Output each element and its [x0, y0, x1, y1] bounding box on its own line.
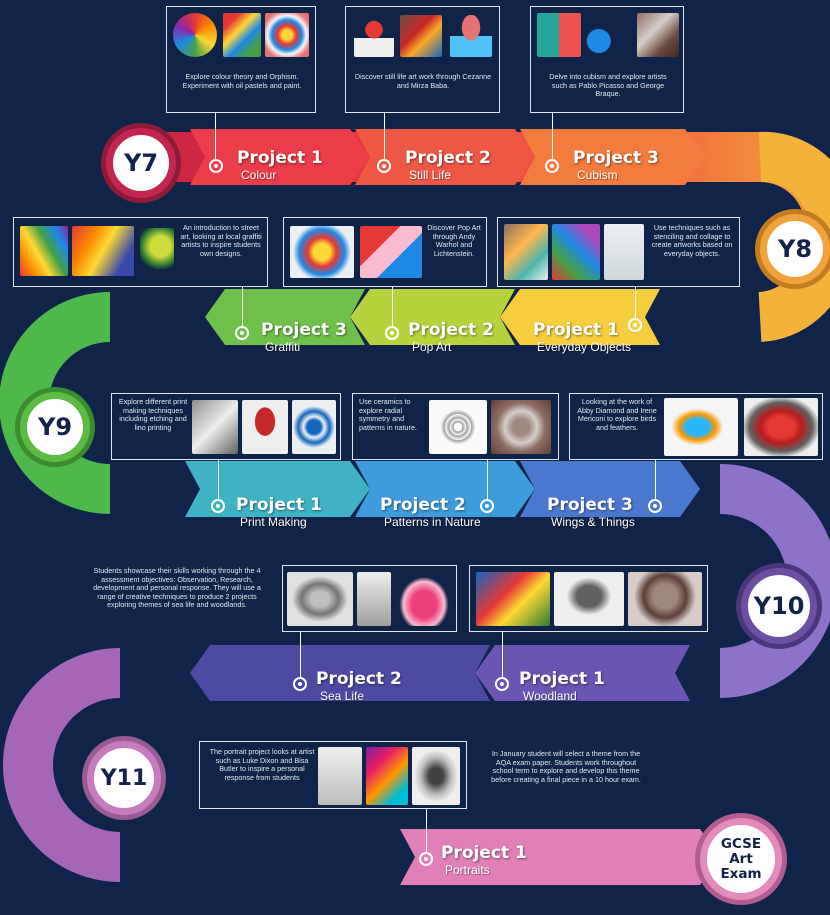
connector-line — [635, 287, 636, 318]
badge-y11: Y11 — [87, 741, 161, 815]
tentacle-drawing-image — [357, 572, 391, 626]
connector-line — [392, 287, 393, 328]
project-title: Project 2 — [408, 320, 494, 340]
facial-features-drawing-image — [318, 747, 362, 805]
sea-creature-drawing-image — [287, 572, 353, 626]
colourful-portrait-image — [366, 747, 408, 805]
project-title: Project 1 — [237, 148, 323, 168]
project-title: Project 2 — [405, 148, 491, 168]
project-title: Project 1 — [236, 495, 322, 515]
card-colour — [166, 6, 316, 113]
project-patterns-label — [380, 496, 481, 529]
description-cubism: Delve into cubism and explore artists such as Pablo Picasso and George Braque. — [549, 72, 667, 99]
marker-dot — [419, 852, 433, 866]
description-wings: Looking at the work of Abby Diamond and Irene Mericoni to explore birds and feathers. — [577, 397, 657, 432]
project-subtitle: Graffiti — [265, 340, 301, 354]
badge-y9: Y9 — [20, 392, 90, 462]
coral-print-image — [395, 572, 453, 626]
project-portraits-label — [441, 844, 527, 877]
project-graffiti-label — [261, 321, 347, 354]
collage-image — [552, 224, 600, 280]
project-title: Project 2 — [316, 669, 402, 689]
marker-dot — [209, 159, 223, 173]
project-subtitle: Portraits — [445, 863, 490, 877]
project-title: Project 1 — [441, 843, 527, 863]
connector-line — [384, 112, 385, 159]
project-pop-art-label — [408, 321, 494, 354]
colour-wheel-image — [173, 13, 217, 57]
spray-colours-image — [20, 226, 68, 276]
project-subtitle: Pop Art — [412, 340, 452, 354]
cupcake-image — [450, 15, 492, 57]
connector-line — [426, 809, 427, 853]
mandala-drawing-image — [429, 400, 487, 454]
project-wings-label — [547, 496, 635, 529]
project-still-life-label — [405, 149, 491, 182]
project-title: Project 3 — [547, 495, 633, 515]
project-subtitle: Print Making — [240, 515, 307, 529]
lino-print-image — [292, 400, 336, 454]
badge-y7: Y7 — [106, 128, 176, 198]
marker-dot — [211, 499, 225, 513]
description-patterns: Use ceramics to explore radial symmetry and patterns in nature. — [359, 397, 417, 432]
card-still-life — [345, 6, 500, 113]
exam-description: In January student will select a theme from the AQA exam paper. Students work throughout school term to explore and develop this theme before creating a final piece in a 10 hour exam. — [491, 749, 641, 784]
picasso-portrait-image — [637, 13, 679, 57]
card-sea-life — [282, 565, 457, 632]
marker-dot — [495, 677, 509, 691]
kingfisher-image — [664, 398, 738, 456]
bird-collage-image — [476, 572, 550, 626]
card-graffiti — [13, 217, 268, 287]
marker-dot — [293, 677, 307, 691]
pop-art-burst-image — [290, 226, 354, 278]
y10-description: Students showcase their skills working through the 4 assessment objectives: Observation, Research, development and personal response. They will use a range of creative techniques to produce 2 projects exploring themes of sea life and woodlands. — [93, 566, 261, 610]
description-pop-art: Discover Pop Art through Andy Warhol and Lichtenstein. — [427, 223, 481, 258]
connector-line — [487, 460, 488, 500]
card-pop-art — [283, 217, 487, 287]
connector-line — [242, 287, 243, 328]
project-cubism-label — [573, 149, 659, 182]
connector-line — [552, 112, 553, 159]
project-subtitle: Colour — [241, 168, 277, 182]
owl-print-image — [628, 572, 702, 626]
description-graffiti: An introduction to street art, looking at local graffiti artists to inspire students own designs. — [180, 223, 262, 258]
project-sea-life-label — [316, 670, 402, 703]
connector-line — [215, 112, 216, 159]
project-subtitle: Cubism — [577, 168, 618, 182]
graffiti-lettering-image — [72, 226, 134, 276]
etching-image — [192, 400, 238, 454]
card-everyday-objects — [497, 217, 740, 287]
connector-line — [300, 632, 301, 678]
card-woodland — [469, 565, 708, 632]
project-colour-label — [237, 149, 323, 182]
card-wings-and-things — [569, 393, 823, 460]
marker-dot — [648, 499, 662, 513]
marker-dot — [545, 159, 559, 173]
connector-line — [655, 460, 656, 500]
marker-dot — [480, 499, 494, 513]
marker-dot — [385, 326, 399, 340]
card-patterns-in-nature — [352, 393, 559, 460]
project-subtitle: Sea Life — [320, 689, 365, 703]
description-portraits: The portrait project looks at artist such as Luke Dixon and Bisa Butler to inspire a personal response from students — [209, 747, 315, 782]
project-title: Project 3 — [261, 320, 347, 340]
object-drawing-image — [604, 224, 644, 280]
cubist-face-image — [537, 13, 581, 57]
lino-roller-image — [242, 400, 288, 454]
project-subtitle: Everyday Objects — [537, 340, 632, 354]
marker-dot — [377, 159, 391, 173]
project-everyday-objects-label — [533, 321, 631, 354]
stencil-print-image — [504, 224, 548, 280]
acorn-drawing-image — [554, 572, 624, 626]
project-title: Project 1 — [533, 320, 619, 340]
lichtenstein-image — [360, 226, 422, 278]
project-title: Project 3 — [573, 148, 659, 168]
description-print: Explore different print making techniques including etching and lino printing — [118, 397, 188, 432]
cubist-shapes-image — [585, 15, 631, 55]
project-subtitle: Patterns in Nature — [384, 515, 481, 529]
project-print-making-label — [236, 496, 322, 529]
project-subtitle: Still Life — [409, 168, 452, 182]
fruit-bowl-image — [354, 15, 394, 57]
description-colour: Explore colour theory and Orphism. Experiment with oil pastels and paint. — [182, 72, 302, 90]
delaunay-painting-image — [265, 13, 309, 57]
badge-y10: Y10 — [741, 568, 817, 644]
badge-gcse-art-exam: GCSE Art Exam — [700, 818, 782, 900]
connector-line — [502, 632, 503, 678]
project-woodland-label — [519, 670, 605, 703]
project-title: Project 2 — [380, 495, 466, 515]
description-everyday: Use techniques such as stenciling and collage to create artworks based on everyday objects. — [651, 223, 733, 258]
card-portraits — [199, 741, 467, 809]
badge-y8: Y8 — [760, 214, 830, 284]
cezanne-still-life-image — [400, 15, 442, 57]
project-title: Project 1 — [519, 669, 605, 689]
project-subtitle: Wings & Things — [551, 515, 635, 529]
ceramic-tile-image — [491, 400, 551, 454]
card-print-making — [111, 393, 341, 460]
description-still-life: Discover still life art work through Cezanne and Mirza Baba. — [354, 72, 492, 90]
flamingo-image — [744, 398, 818, 456]
marker-dot — [235, 326, 249, 340]
project-subtitle: Woodland — [523, 689, 577, 703]
spray-can-image — [140, 228, 174, 274]
card-cubism — [530, 6, 684, 113]
orphism-painting-image — [223, 13, 261, 57]
connector-line — [218, 460, 219, 500]
pencil-portrait-image — [412, 747, 460, 805]
